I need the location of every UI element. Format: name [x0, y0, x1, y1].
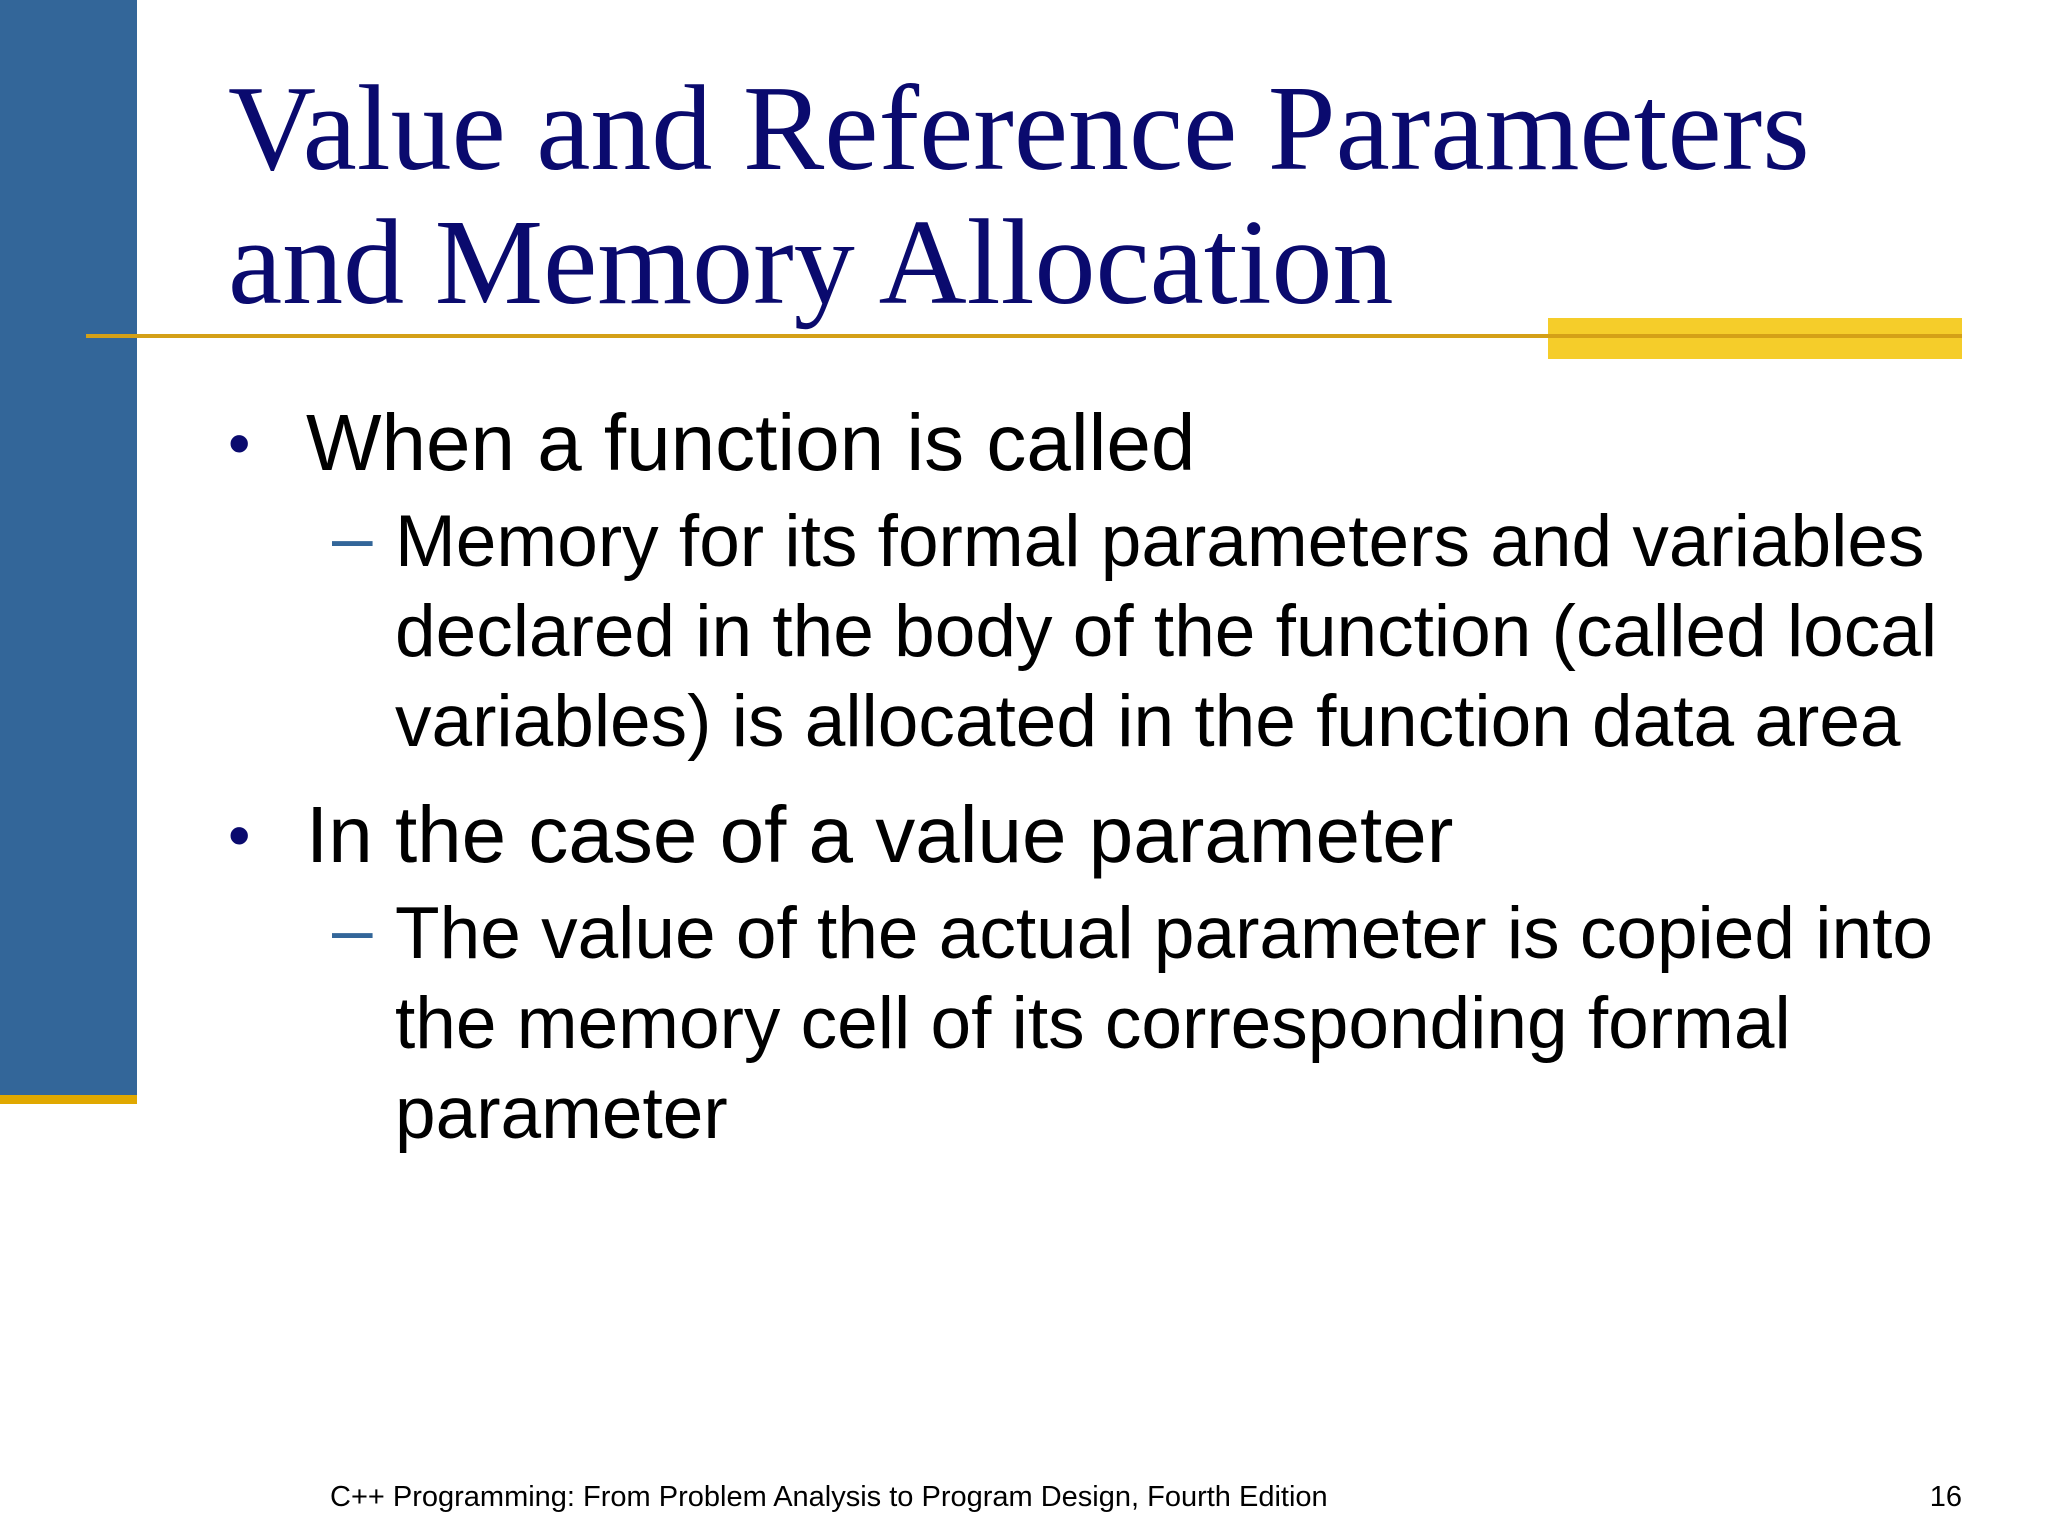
slide-number: 16 — [1929, 1481, 1962, 1513]
bullet-dot-icon: • — [228, 799, 251, 871]
bullet-item — [220, 395, 1960, 491]
title-divider-accent — [1548, 318, 1962, 359]
left-sidebar-gold-edge — [0, 1095, 137, 1104]
sub-bullet-text: The value of the actual parameter is copied into the memory cell of its corresponding formal parameter — [395, 893, 1933, 1154]
bullet-text: When a function is called — [306, 398, 1196, 487]
dash-icon: – — [332, 497, 373, 578]
title-line-2: and Memory Allocation — [228, 195, 1394, 330]
sub-bullet-text: Memory for its formal parameters and variables declared in the body of the function (called local variables) is allocated in the function data area — [395, 501, 1938, 762]
sub-bullet-item — [220, 497, 1960, 767]
title-line-1: Value and Reference Parameters — [228, 61, 1810, 196]
bullet-dot-icon: • — [228, 407, 251, 479]
bullet-text: In the case of a value parameter — [306, 790, 1454, 879]
left-sidebar-band — [0, 0, 137, 1095]
dash-icon: – — [332, 889, 373, 970]
title-divider-accent-line — [1548, 334, 1962, 338]
footer-book-title: C++ Programming: From Problem Analysis to Program Design, Fourth Edition — [330, 1481, 1328, 1513]
slide-body — [220, 395, 1960, 1159]
sub-bullet-item — [220, 889, 1960, 1159]
slide-title — [228, 62, 1988, 330]
bullet-item — [220, 787, 1960, 883]
